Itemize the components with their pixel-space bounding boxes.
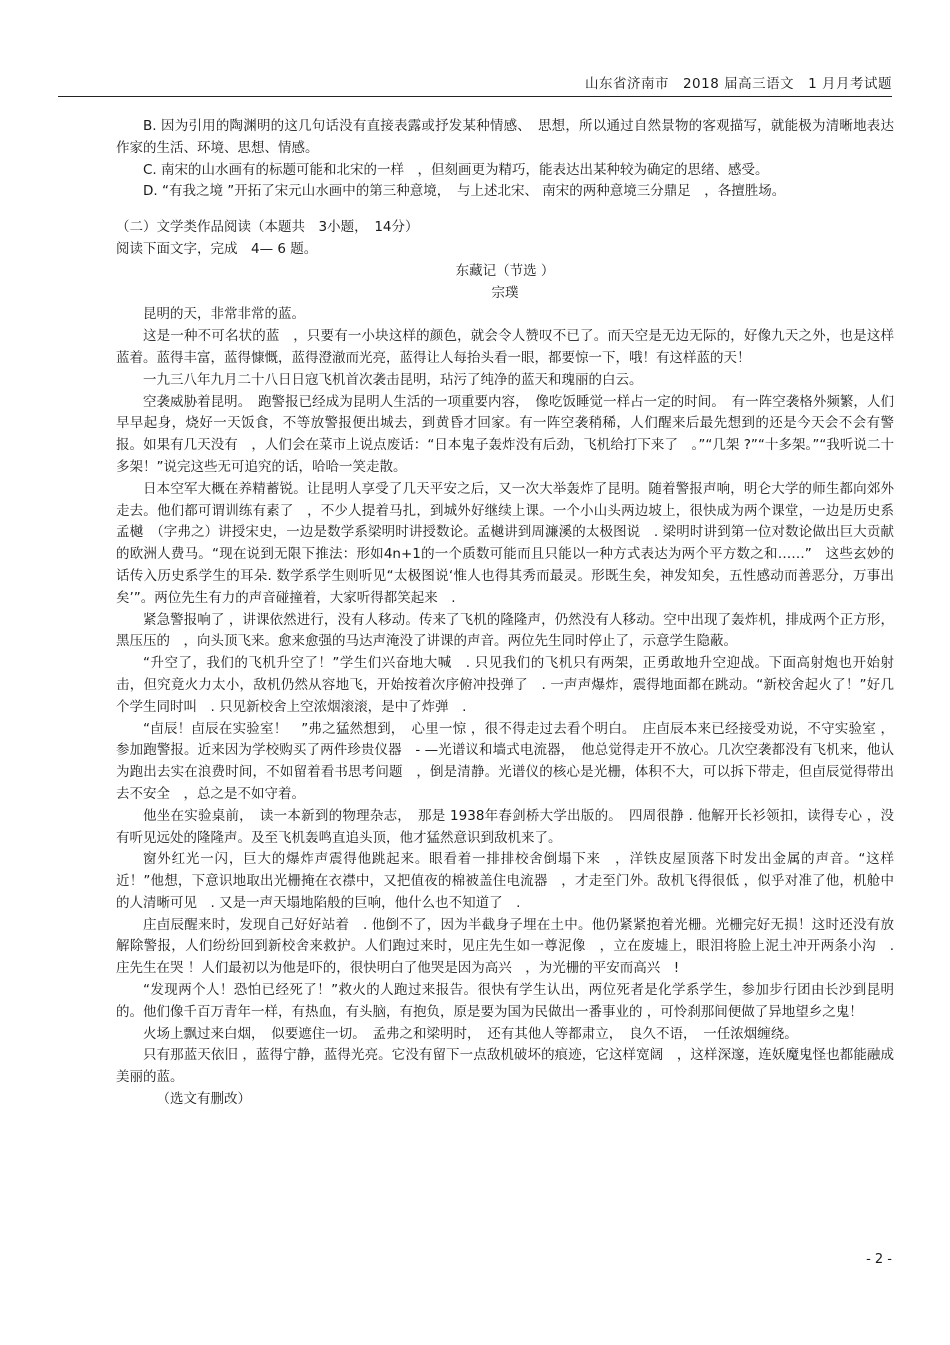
article-paragraph: 空袭威胁着昆明。 跑警报已经成为昆明人生活的一项重要内容， 像吃饭睡觉一样占一定的时间。 有一阵空袭格外频繁，人们早早起身，烧好一天饭食，不等放警报便出城去，到黄昏才回家。有一阵空袭稍稀，人们醒来后最先想到的还是今天会不会有警报。如果有几天没有 ，人们会在菜市上说点废话：“日本鬼子轰炸没有后劲，飞机给打下来了 。”“几架 ?”“十多架。”“我听说二十多架！”说完这些无可追究的话，哈哈一笑走散。 <box>116 393 894 475</box>
article-paragraph: 火场上飘过来白烟， 似要遮住一切。 孟弗之和梁明时， 还有其他人等都肃立， 良久不语， 一任浓烟缠绕。 <box>143 1025 798 1042</box>
article-paragraph: 只有那蓝天依旧 ，蓝得宁静，蓝得光亮。它没有留下一点敌机破坏的痕迹，它这样宽阔 ，这样深邃，连妖魔鬼怪也都能融成美丽的蓝。 <box>116 1047 894 1086</box>
document-body <box>116 116 894 1111</box>
article-paragraph: “卣辰！卣辰在实验室！ ”弗之猛然想到， 心里一惊 ，很不得走过去看个明白。 庄卣辰本来已经接受劝说，不守实验室 ，参加跑警报。近来因为学校购买了两件珍贵仪器 - —光谱议和墙式电流器， 他总觉得走开不放心。几次空袭都没有飞机来，他认为跑出去实在浪费时间，不如留着看书思考问题 ，倒是清静。光谱仪的核心是光栅，体积不大，可以拆下带走，但卣辰觉得带出去不安全 ，总之是不如守着。 <box>116 720 894 802</box>
header-rule <box>58 96 892 97</box>
option-c: C. 南宋的山水画有的标题可能和北宋的一样 ，但刻画更为精巧，能表达出某种较为确定的思绪、感受。 <box>143 161 769 178</box>
option-b: B. 因为引用的陶渊明的这几句话没有直接表露或抒发某种情感、 思想，所以通过自然景物的客观描写，就能极为清晰地表达作家的生活、环境、思想、情感。 <box>116 118 894 156</box>
article-author: 宗璞 <box>491 284 519 301</box>
article-paragraph: 他坐在实验桌前， 读一本新到的物理杂志， 那是 1938年春剑桥大学出版的。 四周很静 . 他解开长衫领扣，读得专心 ，没有听见远处的隆隆声。及至飞机轰鸣直追头顶，他才猛然意识到敌机来了。 <box>116 807 894 846</box>
article-paragraph: 这是一种不可名状的蓝 ，只要有一小块这样的颜色，就会令人赞叹不已了。而天空是无边无际的，好像九天之外，也是这样蓝着。蓝得丰富，蓝得慷慨，蓝得澄澈而光亮，蓝得让人每抬头看一眼，都要惊一下，哦！有这样蓝的天！ <box>116 328 894 366</box>
article-paragraph: “升空了，我们的飞机升空了！”学生们兴奋地大喊 . 只见我们的飞机只有两架，正勇敢地升空迎战。下面高射炮也开始射击，但究竟火力太小，敌机仍然从容地飞，开始按着次序俯冲投弹了 . 一声声爆炸，震得地面都在跳动。“新校舍起火了！”好几个学生同时叫 . 只见新校舍上空浓烟滚滚，是中了炸弹 . <box>116 655 894 715</box>
section-heading: （二）文学类作品阅读（本题共 3小题， 14分） <box>116 219 419 236</box>
article-paragraph: 紧急警报响了 ，讲课依然进行，没有人移动。传来了飞机的隆隆声，仍然没有人移动。空中出现了轰炸机，排成两个正方形，黑压压的 ，向头顶飞来。愈来愈强的马达声淹没了讲课的声音。两位先生同时停止了，示意学生隐蔽。 <box>116 611 894 650</box>
page-header: 山东省济南市 2018 届高三语文 1 月月考试题 <box>584 76 892 92</box>
page-number: - 2 - <box>866 1252 892 1267</box>
option-d: D. “有我之境 ”开拓了宋元山水画中的第三种意境， 与上述北宋、 南宋的两种意境三分鼎足 ，各擅胜场。 <box>143 183 786 200</box>
article-paragraph: 昆明的天，非常非常的蓝。 <box>143 306 305 323</box>
article-paragraph: 庄卣辰醒来时，发现自己好好站着 . 他倒不了，因为半截身子埋在土中。他仍紧紧抱着光栅。光栅完好无损！这时还没有放解除警报，人们纷纷回到新校舍来救护。人们跑过来时，见庄先生如一尊泥像 ，立在废墟上，眼泪将脸上泥土冲开两条小沟 . 庄先生在哭 ！人们最初以为他是吓的，很快明白了他哭是因为高兴 ，为光栅的平安而高兴 ! <box>116 916 894 977</box>
source-note: （选文有删改） <box>156 1091 251 1108</box>
article-title: 东藏记（节选 ） <box>455 262 555 279</box>
section-instruction: 阅读下面文字，完成 4— 6 题。 <box>116 240 318 257</box>
article-paragraph: 窗外红光一闪，巨大的爆炸声震得他跳起来。眼看着一排排校舍倒塌下来 ，洋铁皮屋顶落下时发出金属的声音。“这样近！”他想，下意识地取出光栅掩在衣襟中，又把值夜的棉被盖住电流器 ，才走至门外。敌机飞得很低 ，似乎对准了他，机舱中的人清晰可见 . 又是一声天塌地陷般的巨响，他什么也不知道了 . <box>116 851 894 911</box>
article-paragraph: “发现两个人！恐怕已经死了！”救火的人跑过来报告。很快有学生认出，两位死者是化学系学生，参加步行团由长沙到昆明的。他们像千百万青年一样，有热血，有头脑，有抱负，原是要为国为民做出一番事业的 ，可怜刹那间便做了异地望乡之鬼！ <box>116 982 894 1020</box>
article-paragraph: 一九三八年九月二十八日日寇飞机首次袭击昆明，玷污了纯净的蓝天和瑰丽的白云。 <box>143 371 643 388</box>
article-paragraph: 日本空军大概在养精蓄锐。让昆明人享受了几天平安之后，又一次大举轰炸了昆明。随着警报声响，明仑大学的师生都向郊外走去。他们都可谓训练有素了 ，不少人提着马扎，到城外好继续上课。一个小山头两边坡上，很快成为两个课堂，一边是历史系孟樾 （字弗之）讲授宋史，一边是数学系梁明时讲授数论。孟樾讲到周濂溪的太极图说 . 梁明时讲到第一位对数论做出巨大贡献的欧洲人费马。“现在说到无限下推法：形如4n+1的一个质数可能而且只能以一种方式表达为两个平方数之和……” 这些玄妙的话传入历史系学生的耳朵. 数学系学生则听见“太极图说‘惟人也得其秀而最灵。形既生矣，神发知矣，五性感动而善恶分，万事出矣’”。两位先生有力的声音碰撞着，大家听得都笑起来 . <box>116 480 894 606</box>
